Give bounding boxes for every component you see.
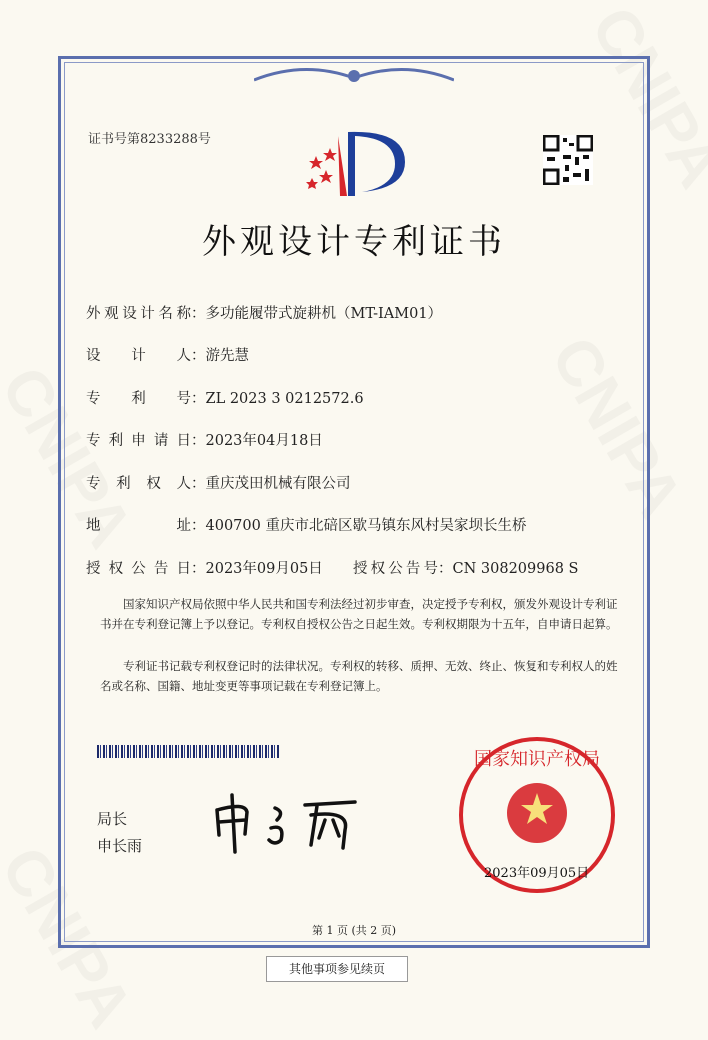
seal-date: 2023年09月05日 [484,866,590,881]
field-patentee: 专利权人：重庆茂田机械有限公司 [86,476,351,492]
document-title: 外观设计专利证书 [202,222,506,262]
field-grant-date: 授权公告日：2023年09月05日 [86,561,323,577]
signatory-title: 局长 [97,810,128,828]
certificate-number: 证书号第8233288号 [88,132,211,147]
svg-text:国家知识产权局: 国家知识产权局 [474,749,600,770]
field-address: 地址：400700 重庆市北碚区歇马镇东风村吴家坝长生桥 [86,518,527,534]
field-grant-pub-no: 授权公告号：CN 308209968 S [353,561,579,577]
signatory-name: 申长雨 [97,837,143,855]
ornament-top [254,60,454,90]
page-indicator: 第 1 页 (共 2 页) [311,924,397,937]
cnipa-logo [300,126,410,201]
field-design-name: 外观设计名称：多功能履带式旋耕机（MT-IAM01） [86,306,443,322]
field-designer: 设计人：游先慧 [86,348,249,364]
qr-code [543,135,593,185]
barcode [97,745,280,758]
continued-note: 其他事项参见续页 [266,956,408,982]
field-patent-number: 专利号：ZL 2023 3 0212572.6 [86,391,364,407]
paragraph-legal-status: 专利证书记载专利权登记时的法律状况。专利权的转移、质押、无效、终止、恢复和专利权人的姓名或名称、国籍、地址变更等事项记载在专利登记簿上。 [100,659,618,693]
paragraph-grant: 国家知识产权局依照中华人民共和国专利法经过初步审查，决定授予专利权，颁发外观设计专利证书并在专利登记簿上予以登记。专利权自授权公告之日起生效。专利权期限为十五年，自申请日起算。 [100,597,618,631]
field-application-date: 专利申请日：2023年04月18日 [86,433,323,449]
handwritten-signature [205,790,370,855]
